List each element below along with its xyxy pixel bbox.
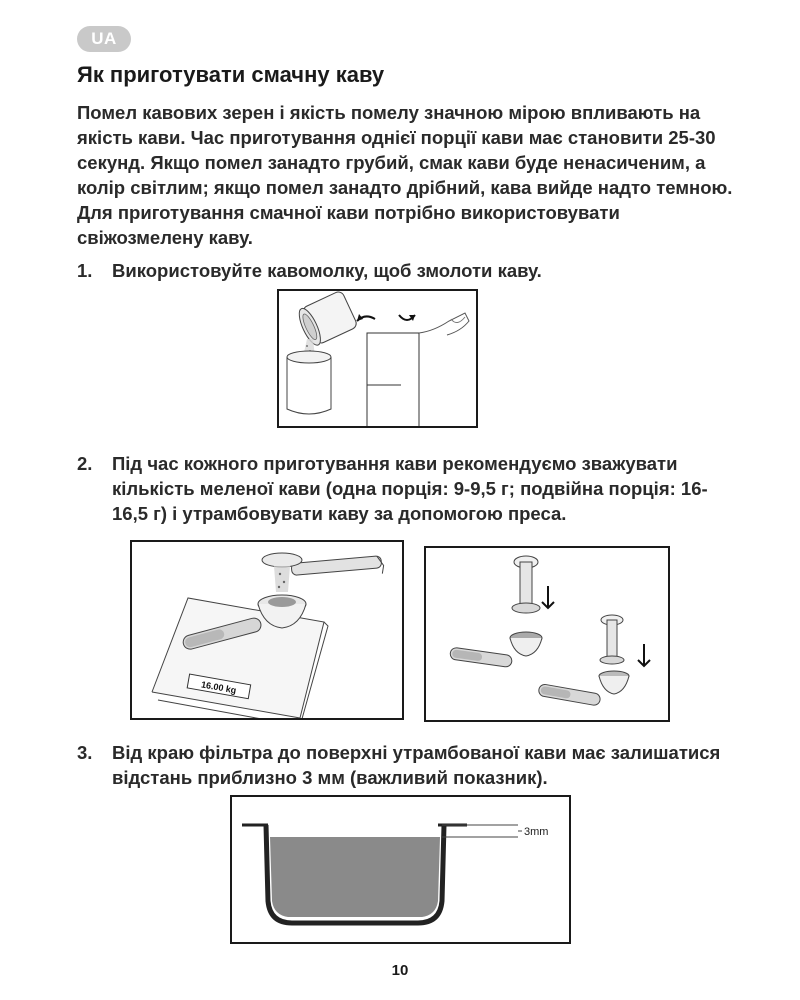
page-number: 10 [391, 962, 409, 979]
step-number: 2. [77, 453, 93, 474]
step-text: Під час кожного приготування кави рекомендуємо зважувати кількість меленої кави (одна порція: 9-9,5 г; подвійна порція: 16-16,5 г) і утрамбовувати каву за допомогою преса. [112, 453, 708, 524]
step-3 [77, 740, 737, 790]
step-number: 3. [77, 742, 93, 763]
step-number: 1. [77, 260, 93, 281]
filter-cross-section [232, 797, 569, 942]
tamping-illustration [426, 548, 668, 720]
language-badge: UA [77, 26, 131, 52]
step-text: Від краю фільтра до поверхні утрамбованої кави має залишатися відстань приблизно 3 мм (важливий показник). [112, 742, 721, 788]
filter-gap-figure [230, 795, 571, 944]
step-2 [77, 451, 737, 526]
scale-figure [130, 540, 404, 720]
intro-paragraph: Помел кавових зерен і якість помелу значною мірою впливають на якість кави. Час приготування однієї порції кави має становити 25-30 секунд. Якщо помел занадто грубий, смак кави буде ненасиченим, а колір світлим; якщо помел занадто дрібний, кава вийде надто темною. Для приготування смачної кави потрібно використовувати свіжозмелену каву. [77, 102, 733, 248]
gap-label: 3mm [524, 826, 549, 838]
grinder-illustration [279, 291, 476, 426]
grinder-figure [277, 289, 478, 428]
scale-illustration [132, 542, 402, 718]
step-1 [77, 258, 737, 283]
step-text: Використовуйте кавомолку, щоб змолоти каву. [112, 260, 542, 281]
page-title: Як приготувати смачну каву [77, 62, 385, 87]
tamping-figure [424, 546, 670, 722]
scale-display-value: 16.00 kg [200, 679, 238, 696]
